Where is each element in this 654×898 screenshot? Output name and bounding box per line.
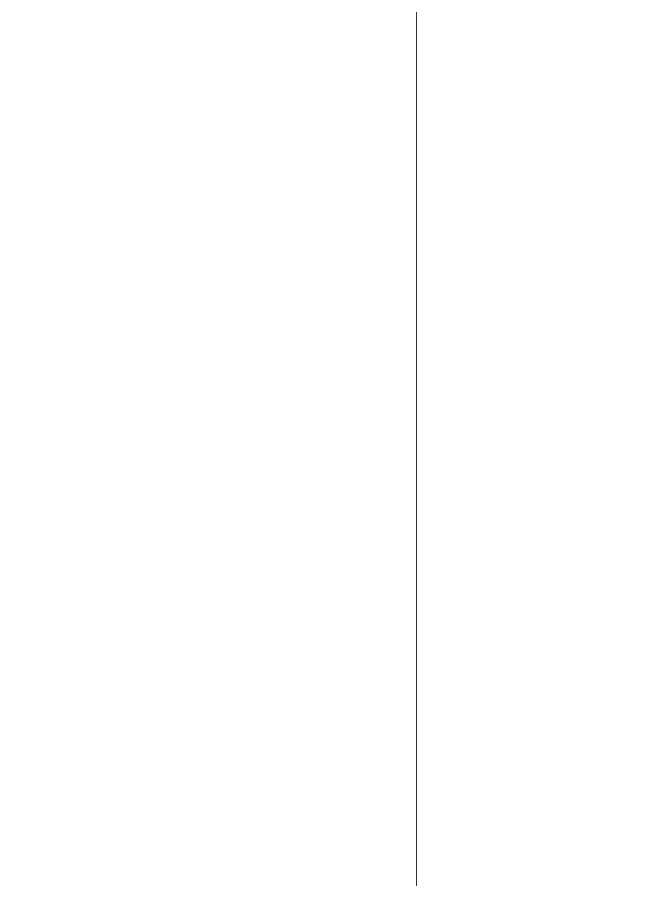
column-divider	[416, 12, 417, 886]
editorial-board	[426, 8, 638, 40]
call-for-papers[interactable]	[26, 866, 46, 880]
